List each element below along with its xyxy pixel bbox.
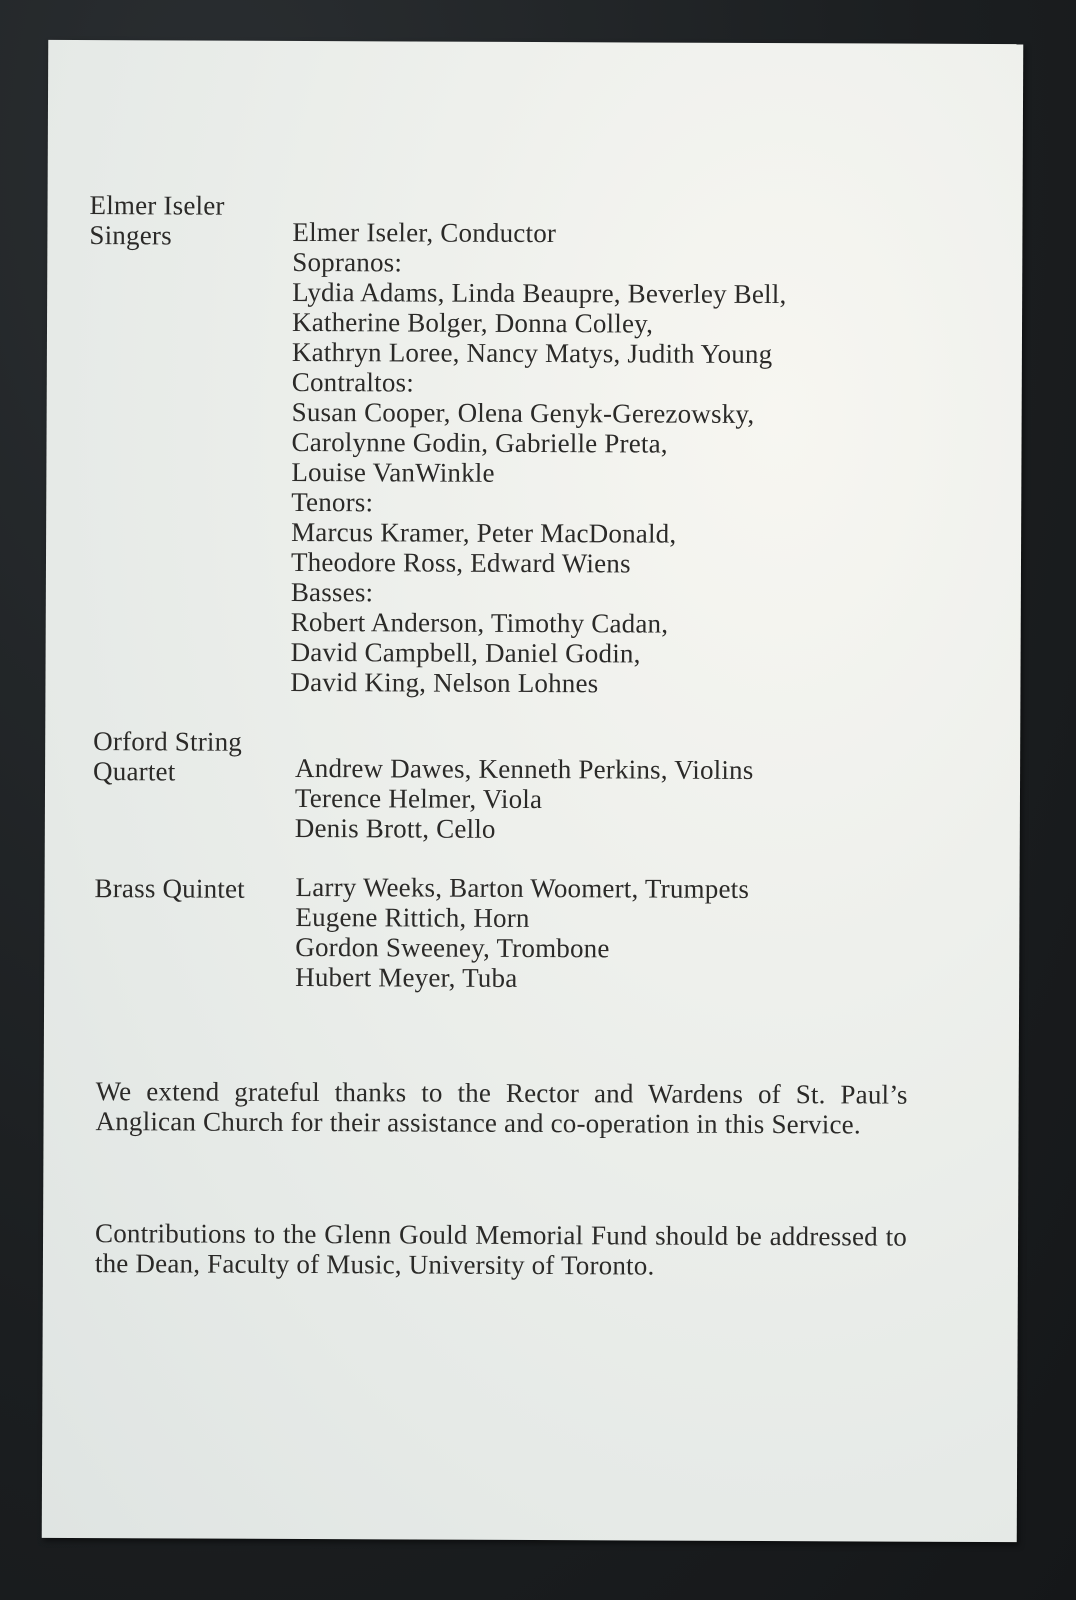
voice-heading-sopranos: Sopranos: (292, 246, 403, 278)
thanks-paragraph: We extend grateful thanks to the Rector and Wardens of St. Paul’s Anglican Church for their assistance and co-operation in this Service. (95, 1076, 908, 1140)
voice-heading-basses: Basses: (290, 576, 374, 608)
section-members-elmer-iseler-singers (290, 217, 786, 699)
member-line: Susan Cooper, Olena Genyk-Gerezowsky, (291, 396, 755, 429)
section-members-orford-string-quartet (295, 753, 754, 845)
member-line: Terence Helmer, Viola (294, 782, 543, 815)
section-label-elmer-iseler-singers (89, 190, 224, 251)
member-line: Eugene Rittich, Horn (295, 901, 530, 933)
member-line: Marcus Kramer, Peter MacDonald, (291, 516, 677, 549)
section-members-brass-quintet (295, 872, 749, 994)
section-label-line: Quartet (93, 756, 176, 787)
section-label-line: Singers (89, 220, 172, 251)
member-line: Hubert Meyer, Tuba (295, 961, 518, 993)
section-label-line: Brass Quintet (94, 873, 245, 904)
member-line: Gordon Sweeney, Trombone (295, 931, 610, 964)
section-label-orford-string-quartet (93, 726, 242, 787)
section-label-line: Elmer Iseler (89, 190, 225, 221)
voice-heading-tenors: Tenors: (291, 486, 374, 518)
member-line: Louise VanWinkle (291, 456, 495, 488)
member-line: Robert Anderson, Timothy Cadan, (290, 606, 669, 639)
member-line: Lydia Adams, Linda Beaupre, Beverley Bell, (292, 276, 787, 310)
section-label-brass-quintet (95, 873, 245, 904)
member-line: Elmer Iseler, Conductor (292, 216, 557, 249)
program-page (42, 40, 1024, 1542)
member-line: Carolynne Godin, Gabrielle Preta, (291, 426, 668, 459)
member-line: Larry Weeks, Barton Woomert, Trumpets (295, 871, 750, 904)
member-line: David King, Nelson Lohnes (290, 666, 599, 699)
member-line: Denis Brott, Cello (294, 812, 496, 844)
voice-heading-contraltos: Contraltos: (291, 366, 415, 398)
member-line: Theodore Ross, Edward Wiens (290, 546, 631, 579)
contributions-paragraph: Contributions to the Glenn Gould Memorial Fund should be addressed to the Dean, Faculty of Music, University of Toronto. (94, 1218, 908, 1281)
section-label-line: Orford String (93, 726, 243, 757)
member-line: Andrew Dawes, Kenneth Perkins, Violins (295, 752, 754, 785)
member-line: Katherine Bolger, Donna Colley, (291, 306, 654, 339)
member-line: David Campbell, Daniel Godin, (290, 636, 641, 669)
member-line: Kathryn Loree, Nancy Matys, Judith Young (291, 336, 773, 370)
